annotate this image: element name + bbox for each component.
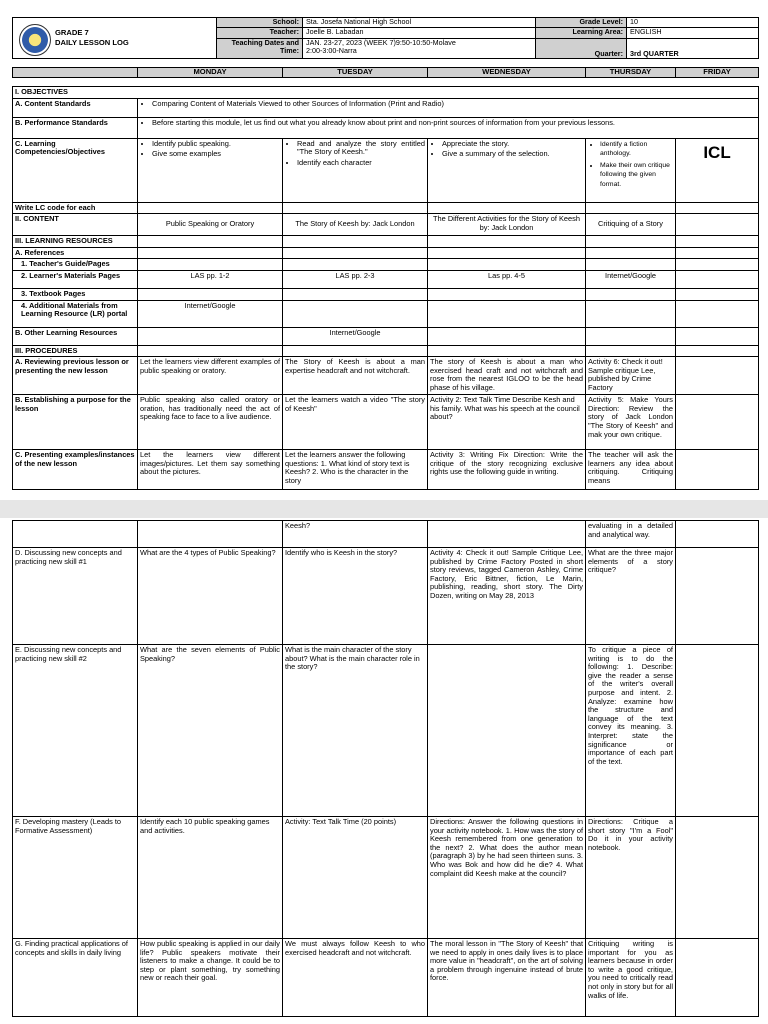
header-title-cell [13, 18, 217, 59]
proc-c-wednesday: Activity 3: Writing Fix Direction: Write the critique of the story recognizing exclusive rights use the following guide in writing. [428, 450, 586, 490]
content-standards-label: A. Content Standards [13, 98, 138, 117]
competencies-wednesday [428, 138, 586, 202]
teacher-label: Teacher: [217, 28, 303, 38]
content-standards-value [138, 98, 759, 117]
proc-g-monday: How public speaking is applied in our daily life? Public speakers motivate their listeners to make a change. It could be to step or plant something, try something new or reach their goal. [138, 939, 283, 1017]
proc-g-thursday: Critiquing writing is important for you as learners because in order to write a good critique, you need to critically read not only in story but for all walks of life. [586, 939, 676, 1017]
learners-tuesday: LAS pp. 2-3 [283, 270, 428, 288]
competencies-monday [138, 138, 283, 202]
dates-label-line1: Teaching Dates and [231, 38, 299, 47]
proc-b-thursday: Activity 5: Make Yours Direction: Review the story of Jack London "The Story of Keesh" and mak your own critique. [586, 395, 676, 450]
learners-thursday: Internet/Google [586, 270, 676, 288]
competencies-tuesday [283, 138, 428, 202]
additional-materials-label: 4. Additional Materials from Learning Resource (LR) portal [13, 300, 138, 327]
proc-g-wednesday: The moral lesson in "The Story of Keesh" that we need to apply in ones daily lives is to place more value in "headcraft", on the art of solving a problem through ingenuine instead of brute force. [428, 939, 586, 1017]
textbook-label: 3. Textbook Pages [13, 288, 138, 300]
proc-f-monday: Identify each 10 public speaking games and activities. [138, 817, 283, 939]
lc-code-label: Write LC code for each [13, 202, 138, 214]
proc-e-monday: What are the seven elements of Public Speaking? [138, 645, 283, 817]
other-resources-label: B. Other Learning Resources [13, 327, 138, 345]
learners-materials-label: 2. Learner's Materials Pages [13, 270, 138, 288]
proc-c2-tuesday: Keesh? [283, 521, 428, 548]
proc-f-label: F. Developing mastery (Leads to Formative Assessment) [13, 817, 138, 939]
proc-d-wednesday: Activity 4: Check it out! Sample Critique Lee, published by Crime Factory Posted in short story reviews, tagged Cameron Ashley, Crime Factory, Eric Bittner, fiction, Le Marin, publishing, reading, short story. The Dirty Dozen, writing on May 28, 2013 [428, 548, 586, 645]
resources-heading: III. LEARNING RESOURCES [13, 236, 138, 248]
content-monday: Public Speaking or Oratory [138, 214, 283, 236]
proc-f-tuesday: Activity: Text Talk Time (20 points) [283, 817, 428, 939]
proc-b-wednesday: Activity 2: Text Talk Time Describe Kesh and his family. What was his speech at the council about? [428, 395, 586, 450]
proc-b-tuesday: Let the learners watch a video "The story of Keesh" [283, 395, 428, 450]
dates-value-line2: 2:00-3:00-Narra [306, 45, 357, 55]
learning-area-label: Learning Area: [536, 28, 627, 38]
proc-f-thursday: Directions: Critique a short story "I'm a Fool" Do it in your activity notebook. [586, 817, 676, 939]
proc-g-label: G. Finding practical applications of concepts and skills in daily living [13, 939, 138, 1017]
lesson-table-page2 [12, 520, 758, 1017]
other-tuesday: Internet/Google [283, 327, 428, 345]
competencies-label: C. Learning Competencies/Objectives [13, 138, 138, 202]
proc-f-wednesday: Directions: Answer the following questions in your activity notebook. 1. How was the story of Keesh remembered from one generation to the next? 2. What does the author mean (paragraph 3) by he had seen thirteen suns. 3. Who was Bok and how did he die? 4. What complaint did Keesh make at the council? [428, 817, 586, 939]
competency-item: • Identify each character [297, 159, 425, 168]
objectives-heading: I. OBJECTIVES [13, 87, 759, 99]
proc-a-label: A. Reviewing previous lesson or presenting the new lesson [13, 357, 138, 395]
competency-item: • Give some examples [152, 150, 280, 159]
competency-item: • Read and analyze the story entitled "The Story of Keesh." [297, 140, 425, 157]
proc-c-label: C. Presenting examples/instances of the new lesson [13, 450, 138, 490]
content-standards-text: • Comparing Content of Materials Viewed to other Sources of Information (Print and Radio) [152, 100, 756, 109]
competencies-thursday [586, 138, 676, 202]
proc-d-monday: What are the 4 types of Public Speaking? [138, 548, 283, 645]
procedures-heading: III. PROCEDURES [13, 345, 138, 357]
performance-standards-text: • Before starting this module, let us find out what you already know about print and non-print sources of information from your previous lessons. [152, 119, 756, 128]
proc-e-label: E. Discussing new concepts and practicing new skill #2 [13, 645, 138, 817]
grade-title: GRADE 7 [55, 28, 89, 37]
competency-item: • Give a summary of the selection. [442, 150, 583, 159]
additional-monday: Internet/Google [138, 300, 283, 327]
day-tuesday: TUESDAY [283, 68, 428, 78]
competency-item: • Appreciate the story. [442, 140, 583, 149]
learning-area-value: ENGLISH [627, 28, 759, 38]
grade-level-label: Grade Level: [536, 18, 627, 28]
quarter-label: Quarter: [536, 38, 627, 59]
learners-wednesday: Las pp. 4-5 [428, 270, 586, 288]
day-monday: MONDAY [138, 68, 283, 78]
proc-c-monday: Let the learners view different images/pictures. Let them say something about the pictures. [138, 450, 283, 490]
quarter-value: 3rd QUARTER [627, 38, 759, 59]
friday-icl: ICL [676, 138, 759, 202]
log-title: DAILY LESSON LOG [55, 38, 129, 47]
proc-e-tuesday: What is the main character of the story about? What is the main character role in the story? [283, 645, 428, 817]
day-friday: FRIDAY [676, 68, 759, 78]
day-thursday: THURSDAY [586, 68, 676, 78]
proc-a-tuesday: The Story of Keesh is about a man expertise headcraft and not witchcraft. [283, 357, 428, 395]
content-wednesday: The Different Activities for the Story of Keesh by: Jack London [428, 214, 586, 236]
dates-value-line1: JAN. 23-27, 2023 (WEEK 7)9:50-10:50-Molave [306, 38, 456, 47]
proc-d-label: D. Discussing new concepts and practicing new skill #1 [13, 548, 138, 645]
grade-level-value: 10 [627, 18, 759, 28]
header-block [12, 17, 758, 59]
content-label: II. CONTENT [13, 214, 138, 236]
day-wednesday: WEDNESDAY [428, 68, 586, 78]
proc-e-thursday: To critique a piece of writing is to do the following: 1. Describe: give the reader a sense of the writer's overall purpose and intent. 2. Analyze: examine how the structure and language of the text convey its meaning. 3. Interpret: state the significance or importance of each part of the text. [586, 645, 676, 817]
proc-a-thursday: Activity 6: Check it out! Sample critique Lee, published by Crime Factory [586, 357, 676, 395]
page-gap [0, 500, 768, 518]
proc-b-monday: Public speaking also called oratory or oration, has traditionally need the act of speaking face to face to a live audience. [138, 395, 283, 450]
proc-g-tuesday: We must always follow Keesh to who exercised headcraft and not witchcraft. [283, 939, 428, 1017]
content-thursday: Critiquing of a Story [586, 214, 676, 236]
school-label: School: [217, 18, 303, 28]
proc-a-monday: Let the learners view different examples of public speaking or oratory. [138, 357, 283, 395]
proc-a-wednesday: The story of Keesh is about a man who exercised head craft and not witchcraft and rose from the nearest IGLOO to be the head phase of his village. [428, 357, 586, 395]
lesson-table-page1 [12, 86, 758, 490]
performance-standards-label: B. Performance Standards [13, 117, 138, 138]
teacher-value: Joelle B. Labadan [303, 28, 536, 38]
proc-b-label: B. Establishing a purpose for the lesson [13, 395, 138, 450]
proc-c-tuesday: Let the learners answer the following questions: 1. What kind of story text is Keesh? 2. Who is the character in the story [283, 450, 428, 490]
day-header-row [12, 67, 758, 78]
proc-d-thursday: What are the three major elements of a story critique? [586, 548, 676, 645]
deped-seal-icon [19, 24, 51, 56]
proc-c2-thursday: evaluating in a detailed and analytical way. [586, 521, 676, 548]
competency-item: • Identify a fiction anthology. [600, 140, 673, 159]
dates-label [217, 38, 303, 59]
proc-d-tuesday: Identify who is Keesh in the story? [283, 548, 428, 645]
learners-monday: LAS pp. 1-2 [138, 270, 283, 288]
content-tuesday: The Story of Keesh by: Jack London [283, 214, 428, 236]
dates-label-line2: Time: [279, 45, 299, 55]
competency-item: • Identify public speaking. [152, 140, 280, 149]
references-label: A. References [13, 247, 138, 259]
dates-value [303, 38, 536, 59]
day-header-blank [13, 68, 138, 78]
school-value: Sta. Josefa National High School [303, 18, 536, 28]
proc-c-thursday: The teacher will ask the learners any idea about critiquing. Critiquing means [586, 450, 676, 490]
performance-standards-value [138, 117, 759, 138]
teachers-guide-label: 1. Teacher's Guide/Pages [13, 259, 138, 271]
competency-item: • Make their own critique following the given format. [600, 161, 673, 190]
